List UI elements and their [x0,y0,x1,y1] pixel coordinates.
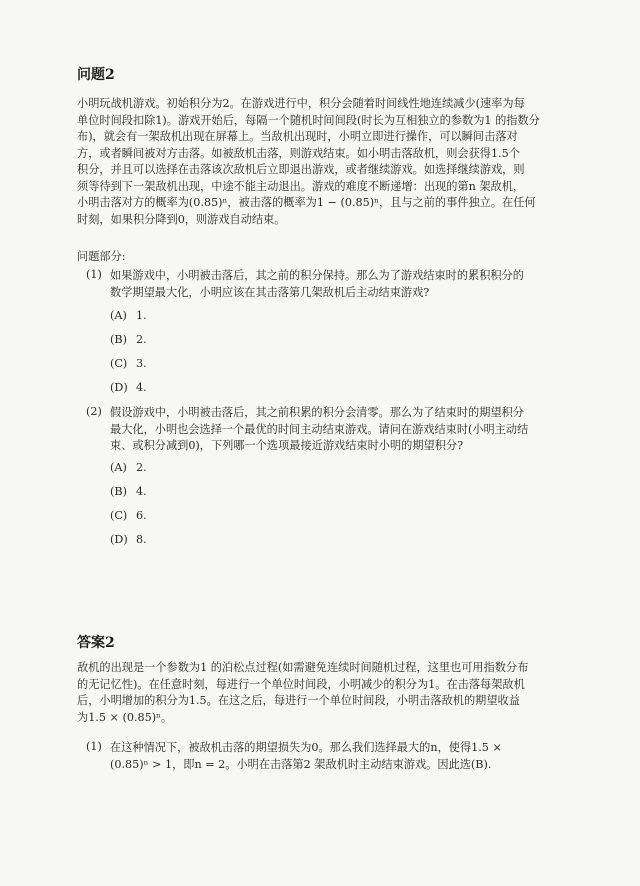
section-label: 问题部分: [77,250,126,263]
answer-title: 答案2 [77,635,115,651]
option [110,333,147,346]
question-line: 束、或积分减到0)，下列哪一个选项最接近游戏结束时小明的期望积分? [110,439,464,452]
option-text: 4. [136,485,147,498]
answer-intro-line: 敌机的出现是一个参数为1 的泊松点过程(如需避免连续时间随机过程，这里也可用指数分布 [77,661,529,674]
answer-intro-line: 的无记忆性)。在任意时刻，每进行一个单位时间段，小明减少的积分为1。在击落每架敌机 [77,677,525,691]
answer-item-text [110,740,586,773]
option-letter: (A) [110,461,127,474]
option [110,381,147,394]
answer-item-line: 在这种情况下，被敌机击落的期望损失为0。那么我们选择最大的n，使得1.5 × [110,741,502,754]
answer-intro-line: 后，小明增加的积分为1.5。在这之后，每进行一个单位时间段，小明击落敌机的期望收益 [77,694,520,707]
option [110,509,147,522]
option [110,357,147,370]
question-text [110,405,586,455]
option-text: 4. [136,381,147,394]
option-text: 6. [136,509,147,522]
problem-intro-line: 小明击落对方的概率为(0.85)ⁿ，被击落的概率为1 − (0.85)ⁿ，且与之前的事件独立。在任何 [77,196,536,209]
option-text: 2. [136,461,147,474]
problem-intro-line: 时刻，如果积分降到0，则游戏自动结束。 [77,212,286,226]
option-letter: (A) [110,309,127,322]
option [110,461,147,474]
option-letter: (B) [110,485,127,498]
option [110,533,147,546]
question-line: 假设游戏中，小明被击落后，其之前积累的积分会清零。那么为了结束时的期望积分 [110,406,524,419]
option-text: 3. [136,357,147,370]
answer-item-number: (1) [86,740,102,753]
problem-intro-line: 布)，就会有一架敌机出现在屏幕上。当敌机出现时，小明立即进行操作，可以瞬间击落对 [77,130,518,143]
question-number: (2) [86,405,102,418]
option-letter: (C) [110,357,128,370]
option-letter: (B) [110,333,127,346]
problem-intro [77,96,565,228]
option-letter: (D) [110,533,128,546]
problem-intro-line: 方，或者瞬间被对方击落。如被敌机击落，则游戏结束。如小明击落敌机，则会获得1.5个 [77,146,520,160]
option [110,309,147,322]
option-letter: (C) [110,509,128,522]
option-text: 8. [136,533,147,546]
option [110,485,147,498]
problem-intro-line: 单位时间段扣除1)。游戏开始后，每隔一个随机时间间段(时长为互相独立的参数为1 的指数分 [77,113,540,127]
option-letter: (D) [110,381,128,394]
question-line: 数学期望最大化，小明应该在其击落第几架敌机后主动结束游戏? [110,285,430,299]
problem-intro-line: 积分，并且可以选择在击落该次敌机后立即退出游戏，或者继续游戏。如选择继续游戏，则 [77,163,525,176]
option-text: 2. [136,333,147,346]
answer-intro-line: 为1.5 × (0.85)ⁿ。 [77,710,173,724]
question-line: 如果游戏中，小明被击落后，其之前的积分保持。那么为了游戏结束时的累积积分的 [110,269,524,282]
question-line: 最大化，小明也会选择一个最优的时间主动结束游戏。请问在游戏结束时(小明主动结 [110,422,529,436]
question-number: (1) [86,268,102,281]
question-text [110,268,586,301]
problem-title: 问题2 [77,67,115,83]
problem-intro-line: 小明玩战机游戏。初始积分为2。在游戏进行中，积分会随着时间线性地连续减少(速率为每 [77,97,525,110]
problem-intro-line: 须等待到下一架敌机出现，中途不能主动退出。游戏的难度不断递增：出现的第n 架敌机， [77,179,525,193]
option-text: 1. [136,309,147,322]
answer-intro [77,660,565,726]
answer-item-line: (0.85)ⁿ > 1，即n = 2。小明在击落第2 架敌机时主动结束游戏。因此选(B). [110,757,492,771]
